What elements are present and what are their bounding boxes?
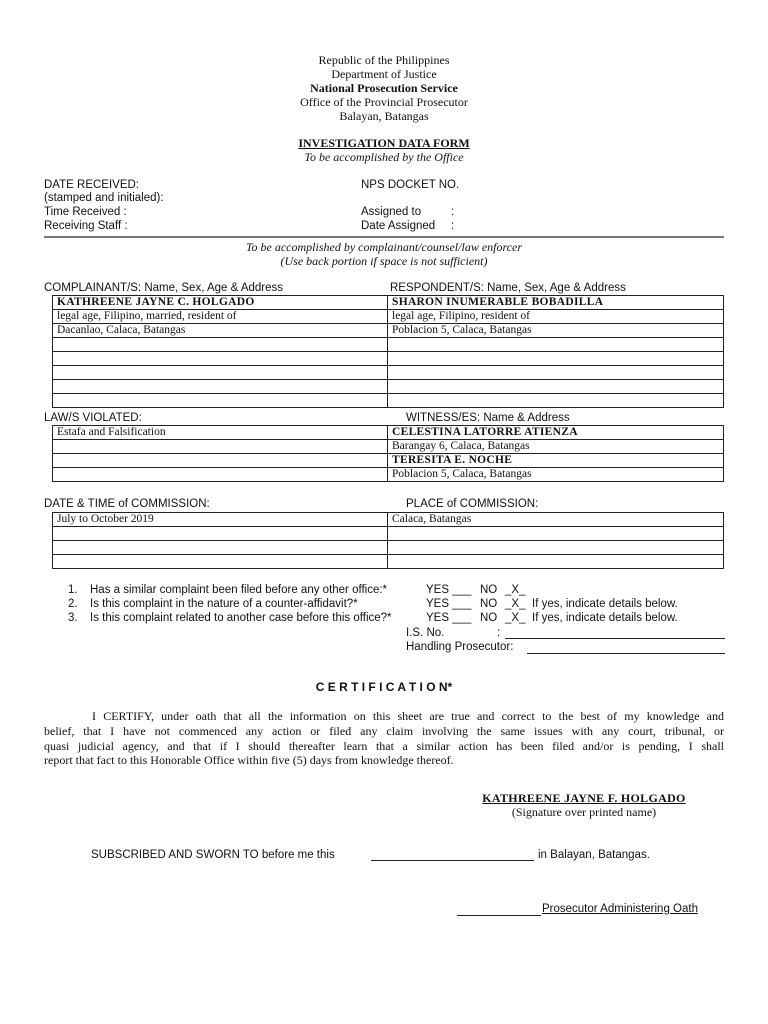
question-3-no[interactable]: NO	[480, 612, 498, 624]
question-3-text: Is this complaint related to another case before this office?*	[90, 612, 392, 624]
respondent-name[interactable]: SHARON INUMERABLE BOBADILLA	[388, 296, 724, 310]
question-2-answer[interactable]: _X_	[505, 598, 526, 610]
complainant-detail[interactable]: legal age, Filipino, married, resident of	[53, 310, 388, 324]
table-cell[interactable]	[53, 555, 388, 569]
table-cell[interactable]	[53, 454, 388, 468]
question-1-number: 1.	[68, 584, 78, 596]
witness-name-1[interactable]: CELESTINA LATORRE ATIENZA	[388, 426, 724, 440]
handling-prosecutor-label: Handling Prosecutor:	[406, 641, 514, 653]
date-received-label: DATE RECEIVED:	[44, 179, 139, 191]
question-1-yes[interactable]: YES ___	[426, 584, 472, 596]
witness-address-2[interactable]: Poblacion 5, Calaca, Batangas	[388, 468, 724, 482]
law-violated-header: LAW/S VIOLATED:	[44, 412, 142, 424]
table-cell[interactable]	[53, 440, 388, 454]
nps-docket-label: NPS DOCKET NO.	[361, 179, 460, 191]
law-witness-table	[52, 425, 724, 482]
question-1-no[interactable]: NO	[480, 584, 498, 596]
table-cell[interactable]	[53, 352, 388, 366]
time-received-label: Time Received :	[44, 206, 127, 218]
table-cell[interactable]	[388, 394, 724, 408]
table-row	[53, 296, 724, 310]
certification-line-4: report that fact to this Honorable Office within five (5) days from knowledge thereof.	[44, 753, 454, 767]
table-cell[interactable]	[388, 380, 724, 394]
question-1-answer[interactable]: _X_	[505, 584, 526, 596]
table-row	[53, 380, 724, 394]
question-2-yes[interactable]: YES ___	[426, 598, 472, 610]
table-cell[interactable]	[388, 541, 724, 555]
signer-name: KATHREENE JAYNE F. HOLGADO	[482, 791, 686, 805]
complainant-address[interactable]: Dacanlao, Calaca, Batangas	[53, 324, 388, 338]
is-no-field[interactable]	[505, 638, 725, 639]
certification-line-2: belief, that I have not commenced any action or filed any claim involving the same issues with any court, tribunal, or	[44, 724, 724, 738]
date-assigned-label: Date Assigned	[361, 220, 436, 232]
commission-table	[52, 512, 724, 569]
header-location: Balayan, Batangas	[339, 109, 429, 123]
complainant-header: COMPLAINANT/S: Name, Sex, Age & Address	[44, 282, 284, 294]
complainant-name[interactable]: KATHREENE JAYNE C. HOLGADO	[53, 296, 388, 310]
date-assigned-colon: :	[451, 220, 455, 232]
header-office: Office of the Provincial Prosecutor	[300, 95, 468, 109]
question-2-number: 2.	[68, 598, 78, 610]
table-row	[53, 366, 724, 380]
witness-address-1[interactable]: Barangay 6, Calaca, Batangas	[388, 440, 724, 454]
assigned-to-label: Assigned to	[361, 206, 422, 218]
certification-line-1: I CERTIFY, under oath that all the information on this sheet are true and correct to the best of my knowledge and	[92, 709, 724, 723]
header-department: Department of Justice	[331, 67, 437, 81]
subscribed-text: SUBSCRIBED AND SWORN TO before me this	[91, 849, 335, 861]
certification-line-3: quasi judicial agency, and that if I should thereafter learn that a similar action has been filed and/or is pending, I shall	[44, 739, 724, 753]
table-row	[53, 338, 724, 352]
respondent-detail[interactable]: legal age, Filipino, resident of	[388, 310, 724, 324]
table-row	[53, 513, 724, 527]
oath-date-field[interactable]	[371, 860, 534, 861]
form-subtitle: To be accomplished by the Office	[304, 150, 464, 164]
form-title: INVESTIGATION DATA FORM	[298, 136, 470, 150]
table-row	[53, 468, 724, 482]
date-commission-value[interactable]: July to October 2019	[53, 513, 388, 527]
table-cell[interactable]	[53, 527, 388, 541]
table-row	[53, 394, 724, 408]
table-cell[interactable]	[53, 380, 388, 394]
table-row	[53, 310, 724, 324]
date-commission-header: DATE & TIME of COMMISSION:	[44, 498, 210, 510]
table-row	[53, 352, 724, 366]
section-divider	[44, 236, 724, 238]
question-3-yes[interactable]: YES ___	[426, 612, 472, 624]
place-commission-header: PLACE of COMMISSION:	[406, 498, 539, 510]
prosecutor-signature-line[interactable]	[457, 915, 541, 916]
table-cell[interactable]	[388, 366, 724, 380]
receiving-staff-label: Receiving Staff :	[44, 220, 128, 232]
table-row	[53, 527, 724, 541]
header-republic: Republic of the Philippines	[318, 53, 450, 67]
table-row	[53, 555, 724, 569]
respondent-header: RESPONDENT/S: Name, Sex, Age & Address	[390, 282, 626, 294]
assigned-to-colon: :	[451, 206, 455, 218]
place-commission-value[interactable]: Calaca, Batangas	[388, 513, 724, 527]
complainant-note-1: To be accomplished by complainant/counsel/law enforcer	[245, 240, 523, 254]
table-cell[interactable]	[388, 555, 724, 569]
table-cell[interactable]	[53, 468, 388, 482]
question-2-no[interactable]: NO	[480, 598, 498, 610]
law-violated-value[interactable]: Estafa and Falsification	[53, 426, 388, 440]
is-no-colon: :	[497, 627, 501, 639]
table-row	[53, 426, 724, 440]
question-3-answer[interactable]: _X_	[505, 612, 526, 624]
witness-header: WITNESS/ES: Name & Address	[406, 412, 570, 424]
signer-caption: (Signature over printed name)	[511, 805, 657, 819]
table-cell[interactable]	[53, 338, 388, 352]
question-1-text: Has a similar complaint been filed before any other office:*	[90, 584, 388, 596]
parties-table	[52, 295, 724, 408]
witness-name-2[interactable]: TERESITA E. NOCHE	[388, 454, 724, 468]
question-2-extra: If yes, indicate details below.	[532, 598, 678, 610]
certification-title: C E R T I F I C A T I O N*	[315, 680, 453, 694]
is-no-label: I.S. No.	[406, 627, 445, 639]
table-row	[53, 541, 724, 555]
stamped-label: (stamped and initialed):	[44, 192, 164, 204]
table-row	[53, 440, 724, 454]
question-3-number: 3.	[68, 612, 78, 624]
table-cell[interactable]	[53, 541, 388, 555]
question-3-extra: If yes, indicate details below.	[532, 612, 678, 624]
table-cell[interactable]	[388, 352, 724, 366]
complainant-note-2: (Use back portion if space is not sufficient)	[280, 254, 488, 268]
table-cell[interactable]	[388, 338, 724, 352]
table-row	[53, 324, 724, 338]
handling-prosecutor-field[interactable]	[527, 653, 725, 654]
table-cell[interactable]	[388, 527, 724, 541]
respondent-address[interactable]: Poblacion 5, Calaca, Batangas	[388, 324, 724, 338]
table-cell[interactable]	[53, 394, 388, 408]
table-cell[interactable]	[53, 366, 388, 380]
prosecutor-administering-oath: Prosecutor Administering Oath	[542, 903, 698, 915]
oath-place-text: in Balayan, Batangas.	[538, 849, 650, 861]
header-nps: National Prosecution Service	[310, 81, 458, 95]
question-2-text: Is this complaint in the nature of a counter-affidavit?*	[90, 598, 358, 610]
table-row	[53, 454, 724, 468]
